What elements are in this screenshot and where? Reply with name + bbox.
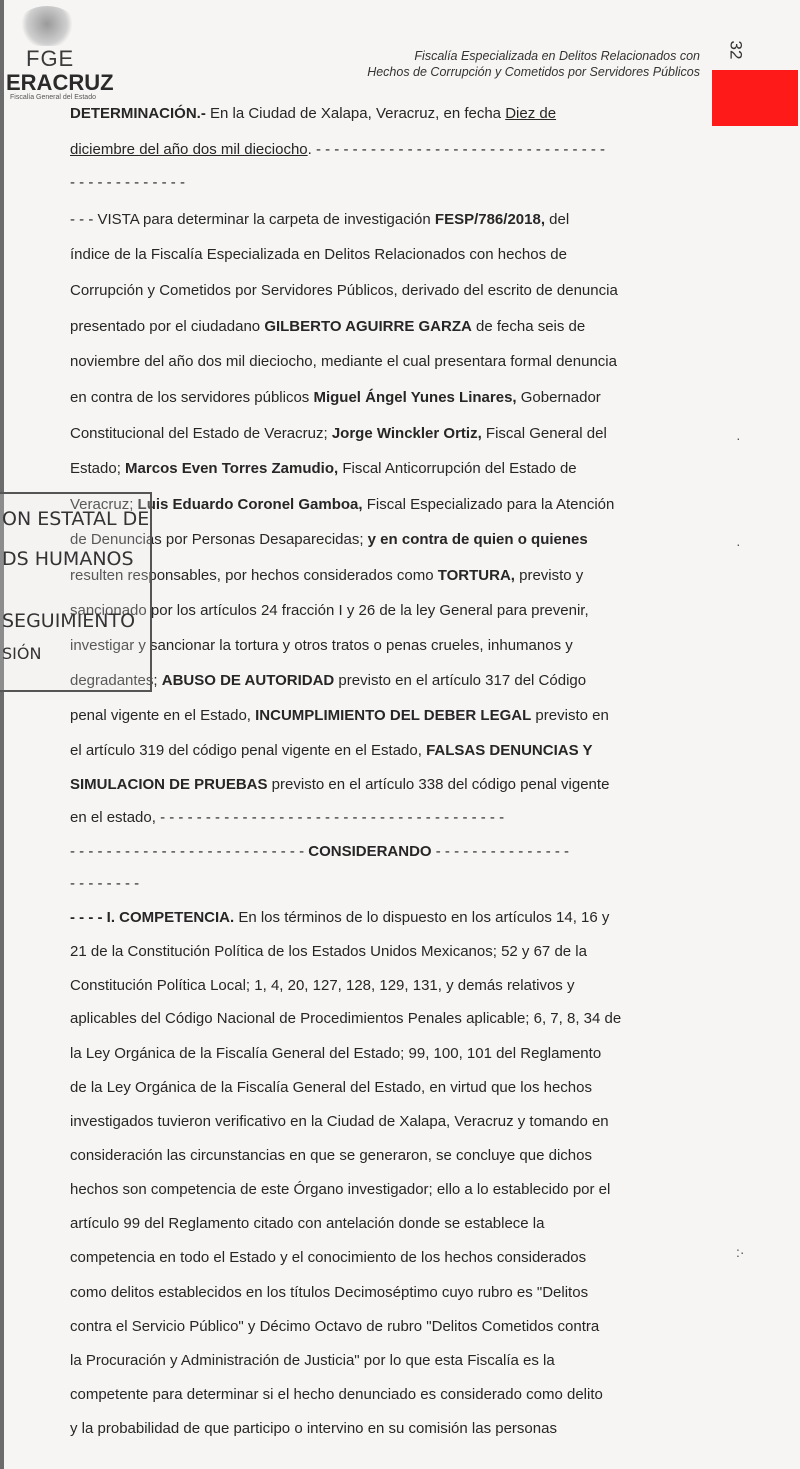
text-line [70,388,698,408]
text-line [70,566,698,586]
text-line: la Ley Orgánica de la Fiscalía General del Estado; 99, 100, 101 del Reglamento [70,1045,602,1062]
text-span: En los términos de lo dispuesto en los artículos 14, 16 y [234,909,610,926]
stamp-line: DS HUMANOS [2,548,134,570]
text-line [70,173,698,193]
official-name: Marcos Even Torres Zamudio, [125,460,339,477]
case-number: FESP/786/2018, [434,211,545,228]
text-span: Estado; [70,460,126,477]
text-span: el artículo 319 del código penal vigente en el Estado, [70,742,427,759]
section-heading: CONSIDERANDO [308,843,432,860]
text-line [70,459,698,479]
text-line: investigados tuvieron verificativo en la Ciudad de Xalapa, Veracruz y tomando en [70,1113,609,1130]
text-span: en contra de los servidores públicos [70,389,314,406]
dash-fill: . - - - - - - - - - - - - - - - - - - - - - - - - - - - - - - - - [307,141,606,158]
red-marker [712,70,798,126]
page-edge [0,0,4,1469]
logo-state: ERACRUZ [6,70,114,95]
header-line-1: Fiscalía Especializada en Delitos Relacionados con [414,49,700,63]
text-line: Corrupción y Cometidos por Servidores Públicos, derivado del escrito de denuncia [70,282,618,299]
folio-number: 32 [726,40,746,60]
text-span: del [544,211,570,228]
text-line [70,210,698,230]
text-line [70,140,698,160]
text-line: como delitos establecidos en los títulos Decimoséptimo cuyo rubro es "Delitos [70,1284,589,1301]
dash-fill: - - - - - - - - - - - - - - - - - - - - - - - - - - [70,843,309,860]
text-span: Constitucional del Estado de Veracruz; [70,425,332,442]
margin-mark: · [736,536,741,552]
section-heading: - - - - I. COMPETENCIA. [70,909,235,926]
text-line: aplicables del Código Nacional de Procedimientos Penales aplicable; 6, 7, 8, 34 de [70,1010,622,1027]
header-institution [280,48,700,80]
crime-name: INCUMPLIMIENTO DEL DEBER LEGAL [255,707,532,724]
determination-heading: DETERMINACIÓN.- [70,105,206,122]
text-line [70,530,698,550]
text-line: 21 de la Constitución Política de los Estados Unidos Mexicanos; 52 y 67 de la [70,943,587,960]
dash-fill: - - - - - - - - - - - - - - - [431,843,570,860]
text-span: en el estado, [70,809,161,826]
text-line: noviembre del año dos mil dieciocho, mediante el cual presentara formal denuncia [70,353,617,370]
text-line: consideración las circunstancias en que se generaron, se concluye que dichos [70,1147,592,1164]
complainant-name: GILBERTO AGUIRRE GARZA [264,318,472,335]
text-span: previsto en el artículo 338 del código penal vigente [267,776,610,793]
received-stamp [0,492,152,692]
text-span: previsto y [514,567,584,584]
text-span: presentado por el ciudadano [70,318,265,335]
text-line: contra el Servicio Público" y Décimo Octavo de rubro "Delitos Cometidos contra [70,1318,600,1335]
fge-logo [6,4,116,114]
text-line [70,706,698,726]
text-span: Gobernador [516,389,601,406]
stamp-line: ON ESTATAL DE [2,508,150,530]
margin-mark: :· [736,1244,745,1260]
text-line [70,842,698,862]
text-line: la Procuración y Administración de Justicia" por lo que esta Fiscalía es la [70,1352,555,1369]
text-line [70,317,698,337]
official-name: Luis Eduardo Coronel Gamboa, [137,496,363,513]
text-span: resulten responsables, por hechos considerados como [70,567,438,584]
text-bold: y en contra de quien o quienes [367,531,588,548]
text-line [70,495,698,515]
text-span: - - - VISTA para determinar la carpeta de investigación [70,211,435,228]
text-line: competente para determinar si el hecho denunciado es considerado como delito [70,1386,603,1403]
date-underlined: Diez de [505,105,557,122]
stamp-line: SIÓN [2,644,42,663]
header-line-2: Hechos de Corrupción y Cometidos por Servidores Públicos [367,65,700,79]
official-name: Jorge Winckler Ortiz, [331,425,482,442]
crime-name: ABUSO DE AUTORIDAD [161,672,335,689]
text-line: Constitución Política Local; 1, 4, 20, 127, 128, 129, 131, y demás relativos y [70,977,575,994]
text-line: hechos son competencia de este Órgano investigador; ello a lo establecido por el [70,1181,611,1198]
text-line: investigar y sancionar la tortura y otros tratos o penas crueles, inhumanos y [70,637,573,654]
text-line: artículo 99 del Reglamento citado con antelación donde se establece la [70,1215,545,1232]
official-name: Miguel Ángel Yunes Linares, [313,389,517,406]
text-line [70,908,698,928]
stamp-line: SEGUIMIENTO [2,610,136,632]
text-line: - - - - - - - - [70,875,140,892]
date-underlined: diciembre del año dos mil dieciocho [70,141,308,158]
text-line: índice de la Fiscalía Especializada en Delitos Relacionados con hechos de [70,246,567,263]
text-span: degradantes; [70,672,162,689]
dash-fill: - - - - - - - - - - - - - [70,174,185,191]
text-span: penal vigente en el Estado, [70,707,256,724]
text-span: Veracruz; [70,496,138,513]
text-span: En la Ciudad de Xalapa, Veracruz, en fecha [205,105,506,122]
dash-fill: - - - - - - - - - - - - - - - - - - - - - - - - - - - - - - - - - - - - - - [160,809,505,826]
text-line: sancionado por los artículos 24 fracción I y 26 de la ley General para prevenir, [70,602,589,619]
text-line: y la probabilidad de que participo o intervino en su comisión las personas [70,1420,557,1437]
crime-name: SIMULACION DE PRUEBAS [70,776,268,793]
crime-name: TORTURA, [437,567,515,584]
text-span: Fiscal Anticorrupción del Estado de [338,460,577,477]
text-span: Fiscal General del [481,425,607,442]
crime-name: FALSAS DENUNCIAS Y [426,742,593,759]
text-span: Fiscal Especializado para la Atención [362,496,615,513]
text-line [70,741,698,761]
text-line: competencia en todo el Estado y el conocimiento de los hechos considerados [70,1249,587,1266]
text-line [70,775,698,795]
text-span: previsto en el artículo 317 del Código [334,672,587,689]
logo-abbr: FGE [26,46,75,71]
text-span: de Denuncias por Personas Desaparecidas; [70,531,368,548]
seal-icon [18,6,76,46]
text-line [70,104,698,124]
text-span: previsto en [531,707,609,724]
text-line: de la Ley Orgánica de la Fiscalía General del Estado, en virtud que los hechos [70,1079,592,1096]
logo-subtitle: Fiscalía General del Estado [10,94,96,101]
text-line [70,424,698,444]
text-line [70,808,698,828]
margin-mark: · [736,430,741,446]
text-line [70,671,698,691]
text-span: de fecha seis de [471,318,586,335]
